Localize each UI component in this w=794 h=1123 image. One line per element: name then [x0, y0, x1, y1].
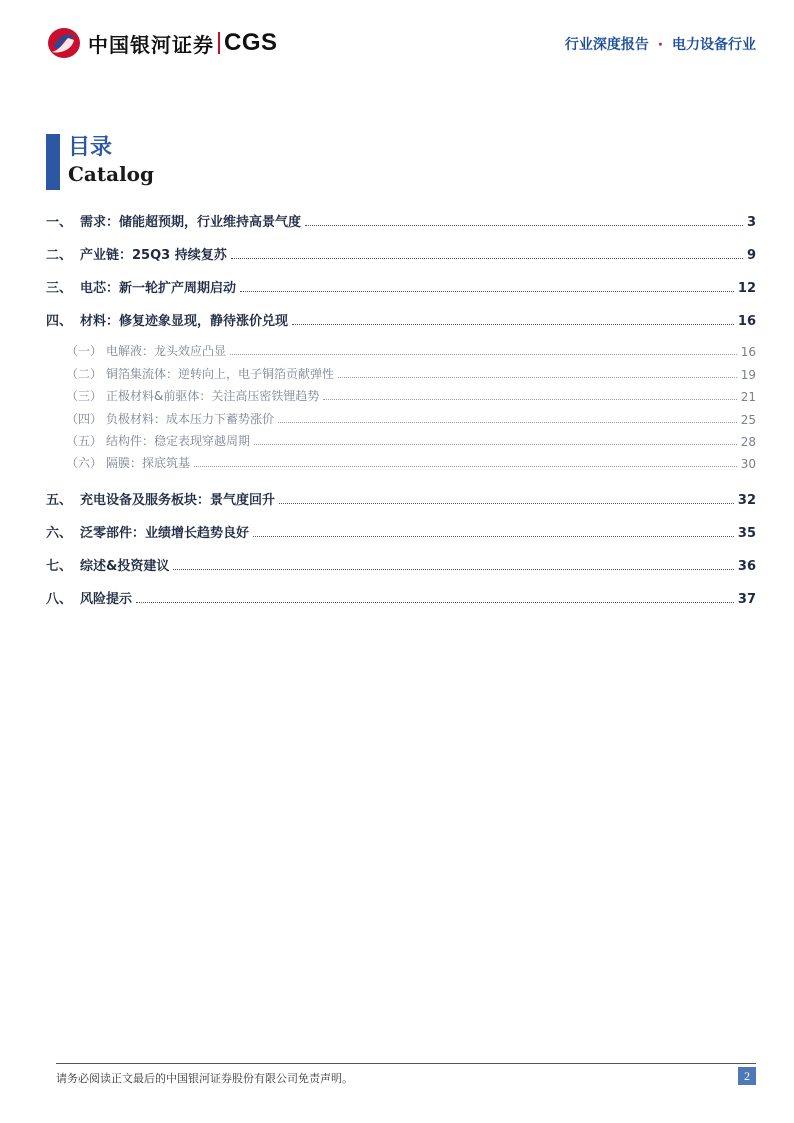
report-category: [565, 34, 756, 54]
toc-entry-page: 21: [740, 390, 756, 405]
toc-dot-leader: [279, 503, 734, 504]
toc-entry-number: （五）: [66, 433, 103, 448]
toc-entry[interactable]: [46, 230, 756, 263]
toc-dot-leader: [305, 225, 743, 226]
toc-entry-title: 结构件：稳定表现穿越周期: [106, 433, 251, 448]
toc-subentry[interactable]: [46, 404, 756, 426]
toc-subentry[interactable]: [46, 337, 756, 359]
toc-entry[interactable]: [46, 541, 756, 574]
toc-entry-number: 一、: [46, 215, 73, 230]
toc-entry-page: 19: [740, 367, 756, 382]
logo-chinese-name: 中国银河证券: [88, 32, 214, 57]
toc-entry-title: 产业链：25Q3 持续复苏: [80, 248, 227, 263]
toc-dot-leader: [194, 466, 737, 467]
toc-entry[interactable]: [46, 475, 756, 508]
toc-entry-title: 隔膜：探底筑基: [106, 456, 191, 471]
toc-entry-title: 电解液：龙头效应凸显: [106, 344, 227, 359]
toc-entry-title: 电芯：新一轮扩产周期启动: [80, 281, 237, 296]
toc-entry-number: （一）: [66, 344, 103, 359]
toc-entry-title: 材料：修复迹象显现，静待涨价兑现: [80, 314, 289, 329]
toc-entry-title: 负极材料：成本压力下蓄势涨价: [106, 411, 275, 426]
toc-entry-number: （四）: [66, 411, 103, 426]
toc-entry-page: 16: [737, 314, 756, 329]
disclaimer-text: 请务必阅读正文最后的中国银河证券股份有限公司免责声明。: [56, 1072, 353, 1085]
toc-subentry[interactable]: [46, 359, 756, 381]
toc-entry-number: 二、: [46, 248, 73, 263]
toc-entry-page: 28: [740, 434, 756, 449]
toc-entry-number: 六、: [46, 526, 73, 542]
toc-subentry[interactable]: [46, 449, 756, 471]
toc-entry-title: 正极材料&前驱体：关注高压密铁锂趋势: [106, 389, 320, 404]
logo-english-name: CGS: [224, 29, 278, 56]
toc-entry-title: 充电设备及服务板块：景气度回升: [80, 493, 276, 509]
toc-dot-leader: [323, 399, 736, 400]
toc-entry-page: 9: [746, 248, 756, 263]
toc-entry-number: 七、: [46, 559, 73, 575]
toc-dot-leader: [230, 354, 737, 355]
toc-entry-title: 铜箔集流体：逆转向上，电子铜箔贡献弹性: [106, 366, 335, 381]
toc-entry-number: 八、: [46, 592, 73, 608]
toc-dot-leader: [338, 377, 737, 378]
toc-dot-leader: [173, 569, 734, 570]
industry-name: 电力设备行业: [672, 37, 756, 53]
report-type: 行业深度报告: [564, 37, 649, 53]
toc-dot-leader: [231, 258, 743, 259]
cgs-logo: [46, 26, 278, 60]
toc-entry-page: 25: [740, 412, 756, 427]
toc-entry-number: 五、: [46, 493, 73, 509]
toc-entry[interactable]: [46, 296, 756, 329]
toc-entry[interactable]: [46, 206, 756, 230]
catalog-accent-bar: [46, 134, 60, 190]
toc-entry[interactable]: [46, 263, 756, 296]
toc-entry-page: 32: [737, 493, 756, 509]
toc-entry-number: （二）: [66, 366, 103, 381]
toc-entry[interactable]: [46, 574, 756, 607]
page-header: [0, 0, 794, 80]
page-footer: [56, 1063, 756, 1085]
toc-entry-page: 30: [740, 457, 756, 472]
table-of-contents: [46, 206, 756, 607]
toc-dot-leader: [278, 422, 737, 423]
toc-subentry[interactable]: [46, 427, 756, 449]
catalog-title-cn: 目录: [68, 135, 113, 160]
toc-subentry[interactable]: [46, 382, 756, 404]
toc-entry-page: 3: [746, 215, 756, 230]
toc-dot-leader: [240, 291, 734, 292]
toc-dot-leader: [253, 536, 734, 537]
catalog-title-en: Catalog: [68, 162, 154, 186]
toc-entry-number: （三）: [66, 389, 103, 404]
toc-dot-leader: [254, 444, 737, 445]
page-number-badge: 2: [738, 1067, 756, 1085]
toc-entry-title: 泛零部件：业绩增长趋势良好: [80, 526, 250, 542]
toc-entry-title: 综述&投资建议: [80, 559, 170, 575]
toc-dot-leader: [292, 324, 734, 325]
toc-entry-page: 12: [737, 281, 756, 296]
toc-entry-number: （六）: [66, 456, 103, 471]
toc-entry-page: 35: [737, 526, 756, 542]
toc-entry-number: 四、: [46, 314, 73, 329]
toc-dot-leader: [136, 602, 734, 603]
toc-entry-page: 16: [740, 345, 756, 360]
toc-entry-number: 三、: [46, 281, 73, 296]
header-separator: ·: [657, 37, 664, 53]
toc-entry[interactable]: [46, 508, 756, 541]
toc-entry-page: 37: [737, 592, 756, 608]
toc-entry-title: 需求：储能超预期，行业维持高景气度: [80, 215, 302, 230]
logo-divider: [218, 32, 220, 54]
cgs-logo-icon: [46, 26, 82, 60]
toc-entry-page: 36: [737, 559, 756, 575]
toc-entry-title: 风险提示: [80, 592, 133, 608]
